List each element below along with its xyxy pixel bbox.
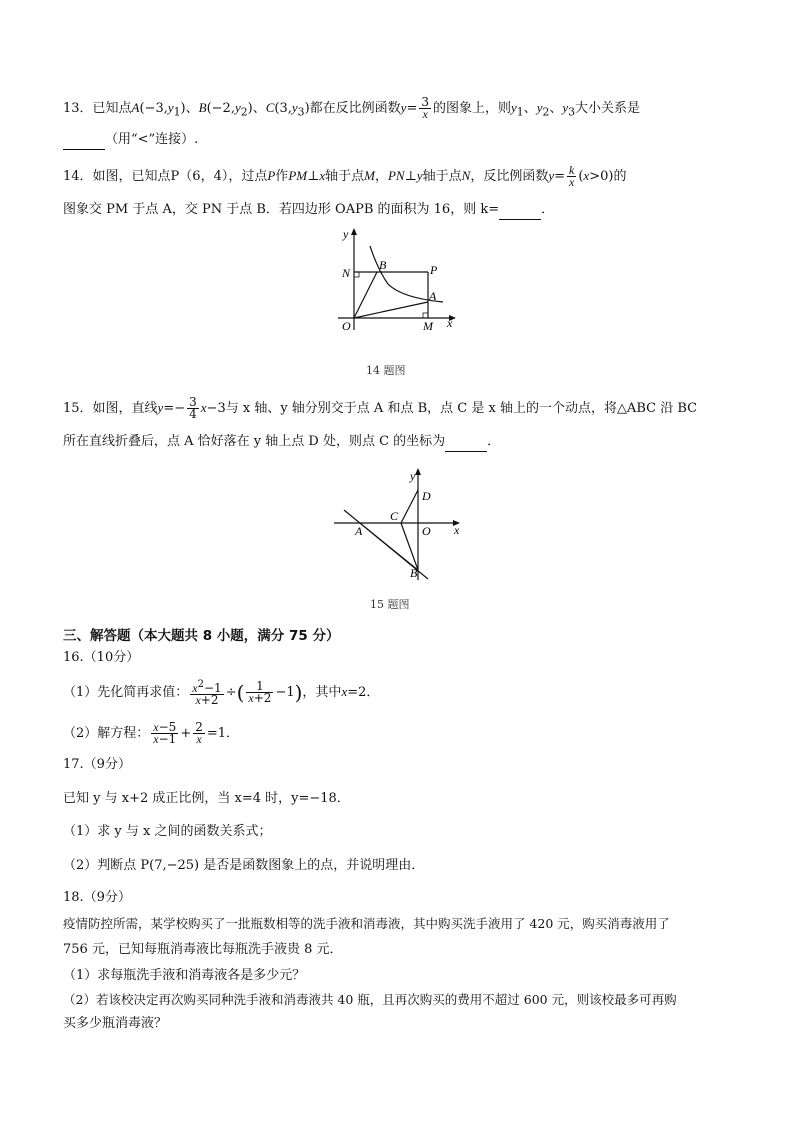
figure-14-caption: 14 题图 bbox=[366, 364, 406, 377]
section-title: 三、解答题（本大题共 8 小题，满分 75 分） bbox=[63, 628, 340, 644]
q17-head: 17.（9分） bbox=[63, 757, 131, 772]
label-M: M bbox=[423, 319, 433, 333]
q16-part1: （1）先化简再求值： $\frac{x^2-1}{x+2}$ ÷( $\frac{1}{x+2}$ −1)，其中x=2． bbox=[63, 679, 380, 707]
label-A: A bbox=[355, 524, 363, 538]
label-y: y bbox=[343, 227, 349, 241]
q18-part2: （2）若该校决定再次购买同种洗手液和消毒液共 40 瓶，且再次购买的费用不超过 600 元，则该校最多可再购 bbox=[63, 992, 677, 1007]
label-x: x bbox=[447, 316, 453, 330]
label-P: P bbox=[430, 263, 438, 277]
q13-line2: （用“<”连接）. bbox=[63, 130, 198, 150]
label-y: y bbox=[410, 469, 416, 483]
label-D: D bbox=[422, 489, 431, 503]
q15-line1: 15．如图，直线y=− $\frac{3}{4}$ x−3与 x 轴、y 轴分别交于点 A 和点 B，点 C 是 x 轴上的一个动点，将△ABC 沿 BC bbox=[63, 395, 698, 421]
q16-head: 16.（10分） bbox=[63, 650, 140, 665]
q16-part2: （2）解方程： $\frac{x-5}{x-1}$ + $\frac{2}{x}$ =1． bbox=[63, 720, 240, 746]
q18-part1: （1）求每瓶洗手液和消毒液各是多少元？ bbox=[63, 968, 306, 983]
label-O: O bbox=[422, 524, 431, 538]
answer-blank bbox=[445, 437, 487, 452]
answer-blank bbox=[499, 205, 541, 220]
figure-15 bbox=[330, 466, 470, 584]
q18-part2-cont: 买多少瓶消毒液？ bbox=[63, 1016, 168, 1031]
q13-number: 13．已知点 bbox=[63, 101, 132, 116]
q18-line2: 756 元，已知每瓶消毒液比每瓶洗手液贵 8 元． bbox=[63, 942, 343, 957]
figure-14 bbox=[330, 226, 460, 344]
label-N: N bbox=[342, 266, 351, 280]
q17-line1: 已知 y 与 x+2 成正比例，当 x=4 时，y=−18． bbox=[63, 791, 350, 806]
q14-line1: 14．如图，已知点P（6，4），过点P作PM⊥x轴于点M，PN⊥y轴于点N，反比例函数y= $\frac{k}{x}$ (x>0)的 bbox=[63, 163, 627, 189]
label-O: O bbox=[342, 319, 351, 333]
answer-blank bbox=[63, 135, 105, 150]
label-B: B bbox=[379, 258, 387, 272]
q17-part2: （2）判断点 P(7,−25) 是否是函数图象上的点，并说明理由． bbox=[63, 858, 425, 873]
label-A: A bbox=[429, 289, 437, 303]
label-C: C bbox=[390, 509, 399, 523]
label-B: B bbox=[410, 566, 418, 580]
q18-head: 18.（9分） bbox=[63, 890, 131, 905]
label-x: x bbox=[454, 523, 460, 537]
figure-15-caption: 15 题图 bbox=[370, 598, 410, 611]
q15-line2: 所在直线折叠后，点 A 恰好落在 y 轴上点 D 处，则点 C 的坐标为 ． bbox=[63, 432, 500, 452]
q17-part1: （1）求 y 与 x 之间的函数关系式； bbox=[63, 824, 272, 839]
q18-line1: 疫情防控所需，某学校购买了一批瓶数相等的洗手液和消毒液，其中购买洗手液用了 420 元，购买消毒液用了 bbox=[63, 916, 670, 931]
q13-line1: 13．已知点$A(-3,y_1)$、$B(-2,y_2)$、$C(3,y_3)$都在反比例函数y= $\frac{3}{x}$ 的图象上，则$y_1$、$y_2$、$y_3$大小关系是 bbox=[63, 95, 641, 121]
q14-line2: 图象交 PM 于点 A，交 PN 于点 B．若四边形 OAPB 的面积为 16，则 k= ． bbox=[63, 200, 554, 220]
